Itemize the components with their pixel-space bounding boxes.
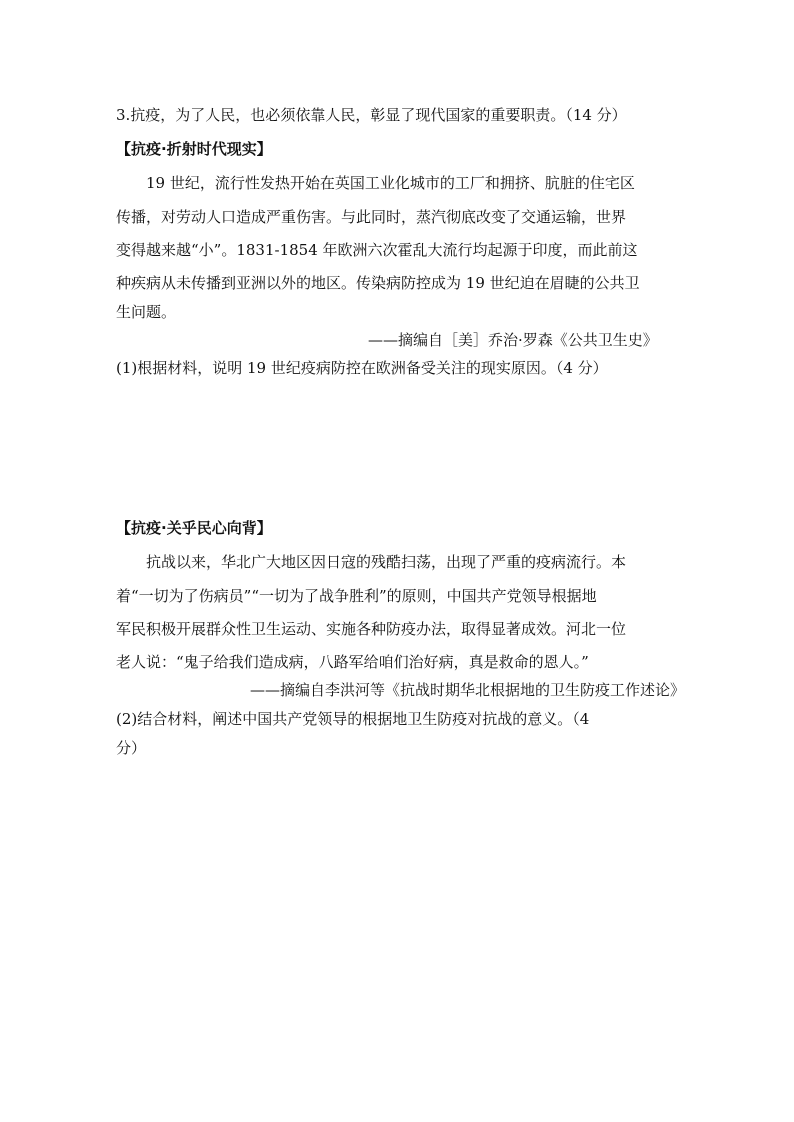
material-line: 军民积极开展群众性卫生运动、实施各种防疫办法，取得显著成效。河北一位 [116,620,627,638]
material-line: 传播，对劳动人口造成严重伤害。与此同时，蒸汽彻底改变了交通运输，世界 [116,208,627,226]
material-line: 种疾病从未传播到亚洲以外的地区。传染病防控成为 19 世纪迫在眉睫的公共卫 [116,274,640,292]
material-line: 变得越来越“小”。1831-1854 年欧洲六次霍乱大流行均起源于印度，而此前这 [116,241,638,259]
question-title: 3.抗疫，为了人民，也必须依靠人民，彰显了现代国家的重要职责。（14 分） [116,106,627,124]
material-line: 生问题。 [116,303,177,321]
material-line: 老人说：“鬼子给我们造成病，八路军给咱们治好病，真是救命的恩人。” [116,653,589,671]
material-line: 着“一切为了伤病员”“一切为了战争胜利”的原则，中国共产党领导根据地 [116,587,597,605]
subquestion-2-continued: 分） [116,739,147,757]
subquestion-1: (1)根据材料，说明 19 世纪疫病防控在欧洲备受关注的现实原因。（4 分） [116,359,608,377]
section-heading-reality: 【抗疫·折射时代现实】 [116,140,272,158]
section-heading-public-support: 【抗疫·关乎民心向背】 [116,519,272,537]
material-source: ——摘编自［美］乔治·罗森《公共卫生史》 [368,331,658,349]
material-line: 抗战以来，华北广大地区因日寇的残酷扫荡，出现了严重的疫病流行。本 [146,553,627,571]
material-line: 19 世纪，流行性发热开始在英国工业化城市的工厂和拥挤、肮脏的住宅区 [146,174,635,192]
material-source: ——摘编自李洪河等《抗战时期华北根据地的卫生防疫工作述论》 [250,681,686,699]
subquestion-2: (2)结合材料，阐述中国共产党领导的根据地卫生防疫对抗战的意义。（4 [116,710,590,728]
